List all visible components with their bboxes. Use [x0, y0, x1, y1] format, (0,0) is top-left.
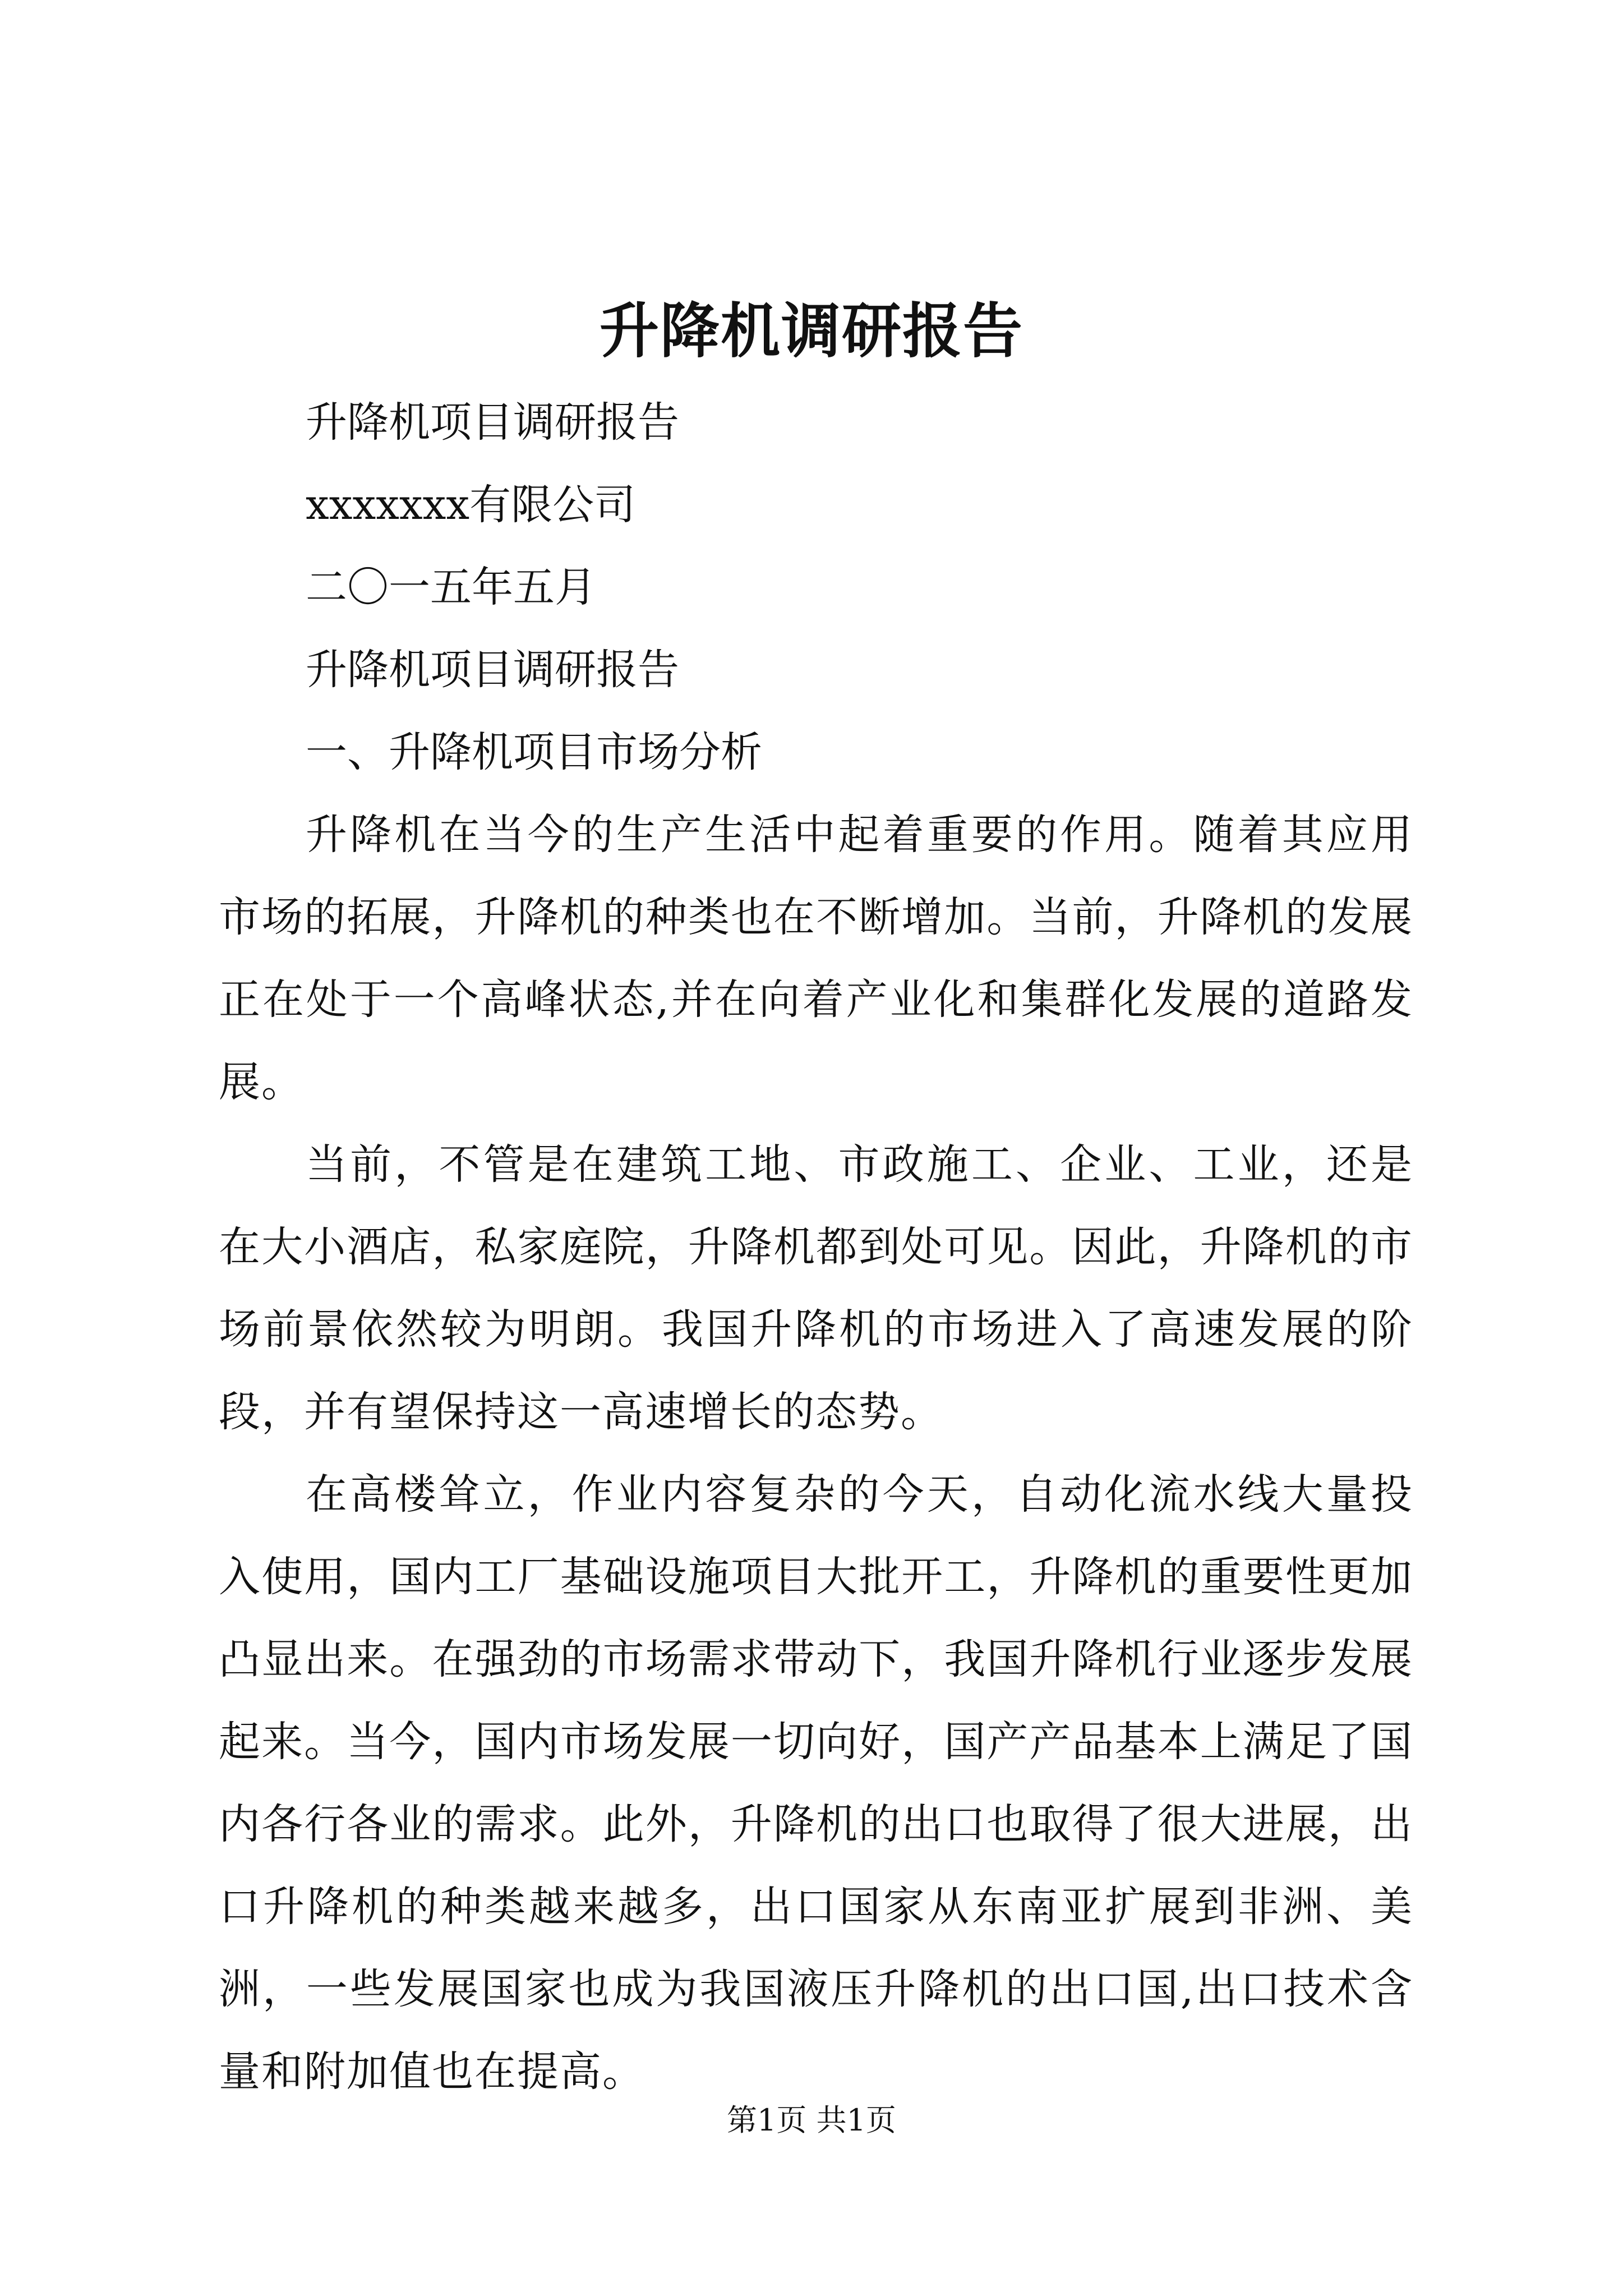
company-name-line: xxxxxxx有限公司	[306, 481, 636, 529]
document-title: 升降机调研报告	[600, 296, 1023, 366]
document-body	[219, 381, 1413, 2113]
page-footer: 第1页 共1页	[727, 2102, 896, 2138]
date-line: 二〇一五年五月	[306, 563, 596, 611]
subtitle-line: 升降机项目调研报告	[306, 398, 679, 447]
body-paragraph: 升降机在当今的生产生活中起着重要的作用。随着其应用市场的拓展，升降机的种类也在不断增加。当前，升降机的发展正在处于一个高峰状态,并在向着产业化和集群化发展的道路发展。	[219, 811, 1413, 1106]
report-heading-line: 升降机项目调研报告	[306, 646, 679, 694]
section-heading: 一、升降机项目市场分析	[306, 728, 762, 776]
body-paragraph: 当前，不管是在建筑工地、市政施工、企业、工业，还是在大小酒店，私家庭院，升降机都到处可见。因此，升降机的市场前景依然较为明朗。我国升降机的市场进入了高速发展的阶段，并有望保持这一高速增长的态势。	[219, 1140, 1413, 1436]
body-paragraph: 在高楼耸立，作业内容复杂的今天，自动化流水线大量投入使用，国内工厂基础设施项目大批开工，升降机的重要性更加凸显出来。在强劲的市场需求带动下，我国升降机行业逐步发展起来。当今，国内市场发展一切向好，国产产品基本上满足了国内各行各业的需求。此外，升降机的出口也取得了很大进展，出口升降机的种类越来越多，出口国家从东南亚扩展到非洲、美洲，一些发展国家也成为我国液压升降机的出口国,出口技术含量和附加值也在提高。	[219, 1470, 1413, 2096]
